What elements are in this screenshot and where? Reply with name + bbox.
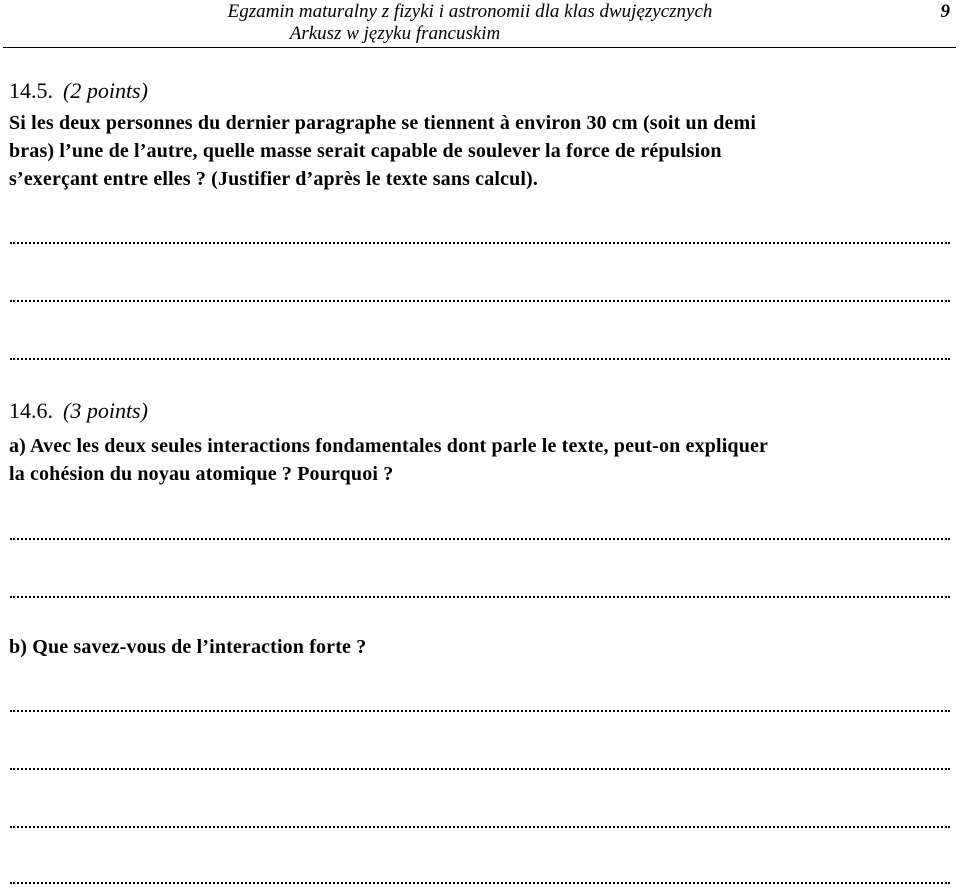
question-number: 14.6. <box>9 398 53 423</box>
question-text-line: bras) l’une de l’autre, quelle masse serait capable de soulever la force de répulsion <box>9 140 722 162</box>
page-number: 9 <box>940 1 950 22</box>
answer-line[interactable] <box>10 358 950 360</box>
question-14-6-part-b <box>9 633 952 661</box>
question-points: (3 points) <box>63 398 148 423</box>
question-14-6-title <box>9 398 148 424</box>
answer-line[interactable] <box>10 768 950 770</box>
question-points: (2 points) <box>63 78 148 103</box>
question-number: 14.5. <box>9 78 53 103</box>
page-header <box>0 0 960 50</box>
answer-line[interactable] <box>10 882 950 884</box>
question-text-line: s’exerçant entre elles ? (Justifier d’après le texte sans calcul). <box>9 168 539 190</box>
question-text-line: a) Avec les deux seules interactions fondamentales dont parle le texte, peut-on expliquer <box>9 435 769 457</box>
question-text-line: Si les deux personnes du dernier paragraphe se tiennent à environ 30 cm (soit un demi <box>9 112 757 134</box>
answer-line[interactable] <box>10 596 950 598</box>
answer-line[interactable] <box>10 300 950 302</box>
question-text-line: la cohésion du noyau atomique ? Pourquoi ? <box>9 463 394 485</box>
header-divider <box>3 47 956 48</box>
question-14-5-title <box>9 78 148 104</box>
answer-line[interactable] <box>10 826 950 828</box>
answer-line[interactable] <box>10 538 950 540</box>
answer-line[interactable] <box>10 710 950 712</box>
exam-subtitle: Arkusz w języku francuskim <box>289 23 501 44</box>
question-text-line: b) Que savez-vous de l’interaction forte ? <box>9 636 367 658</box>
exam-title: Egzamin maturalny z fizyki i astronomii dla klas dwujęzycznych <box>227 1 713 22</box>
question-14-5-text <box>9 109 952 193</box>
question-14-6-part-a <box>9 432 952 488</box>
answer-line[interactable] <box>10 242 950 244</box>
